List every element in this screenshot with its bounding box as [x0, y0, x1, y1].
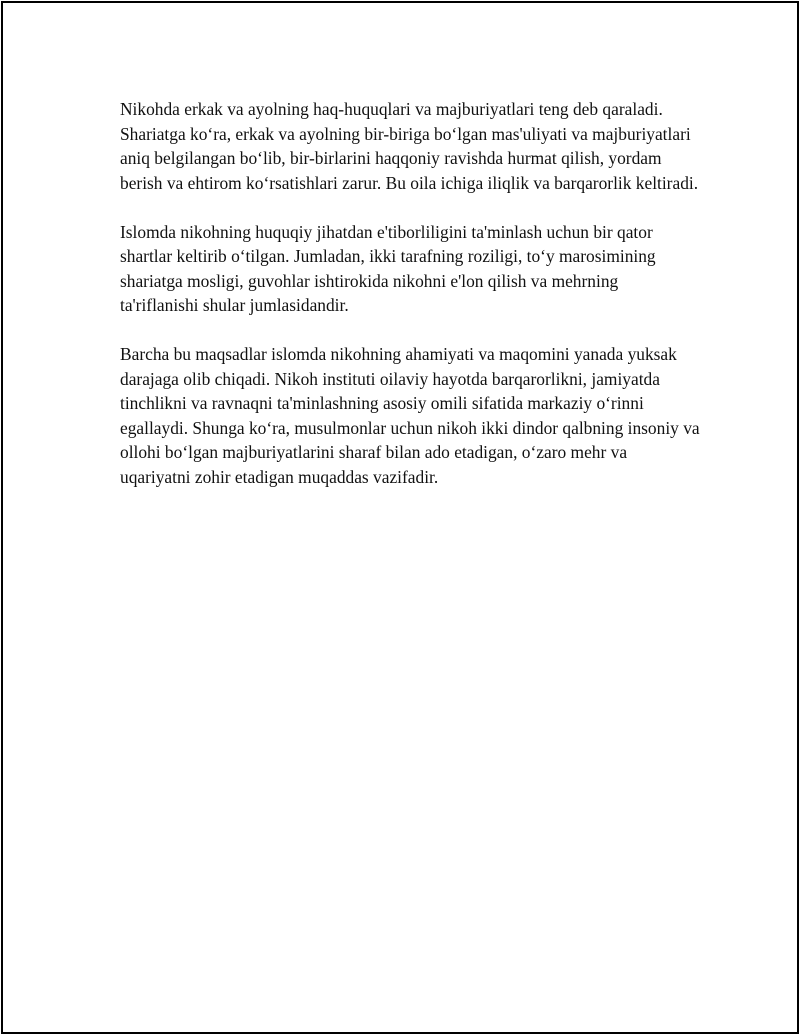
document-body: [120, 97, 700, 514]
paragraph-1: Nikohda erkak va ayolning haq-huquqlari va majburiyatlari teng deb qaraladi. Shariatga ko‘ra, erkak va ayolning bir-biriga bo‘lgan mas'uliyati va majburiyatlari aniq belgilangan bo‘lib, bir-birlarini haqqoniy ravishda hurmat qilish, yordam berish va ehtirom ko‘rsatishlari zarur. Bu oila ichiga iliqlik va barqarorlik keltiradi.: [120, 99, 699, 193]
paragraph-3: Barcha bu maqsadlar islomda nikohning ahamiyati va maqomini yanada yuksak darajaga olib chiqadi. Nikoh instituti oilaviy hayotda barqarorlikni, jamiyatda tinchlikni va ravnaqni ta'minlashning asosiy omili sifatida markaziy o‘rinni egallaydi. Shunga ko‘ra, musulmonlar uchun nikoh ikki dindor qalbning insoniy va ollohi bo‘lgan majburiyatlarini sharaf bilan ado etadigan, o‘zaro mehr va uqariyatni zohir etadigan muqaddas vazifadir.: [120, 344, 700, 487]
paragraph-2: Islomda nikohning huquqiy jihatdan e'tiborliligini ta'minlash uchun bir qator shartlar keltirib o‘tilgan. Jumladan, ikki tarafning roziligi, to‘y marosimining shariatga mosligi, guvohlar ishtirokida nikohni e'lon qilish va mehrning ta'riflanishi shular jumlasidandir.: [120, 221, 656, 315]
document-page: [1, 1, 799, 1034]
